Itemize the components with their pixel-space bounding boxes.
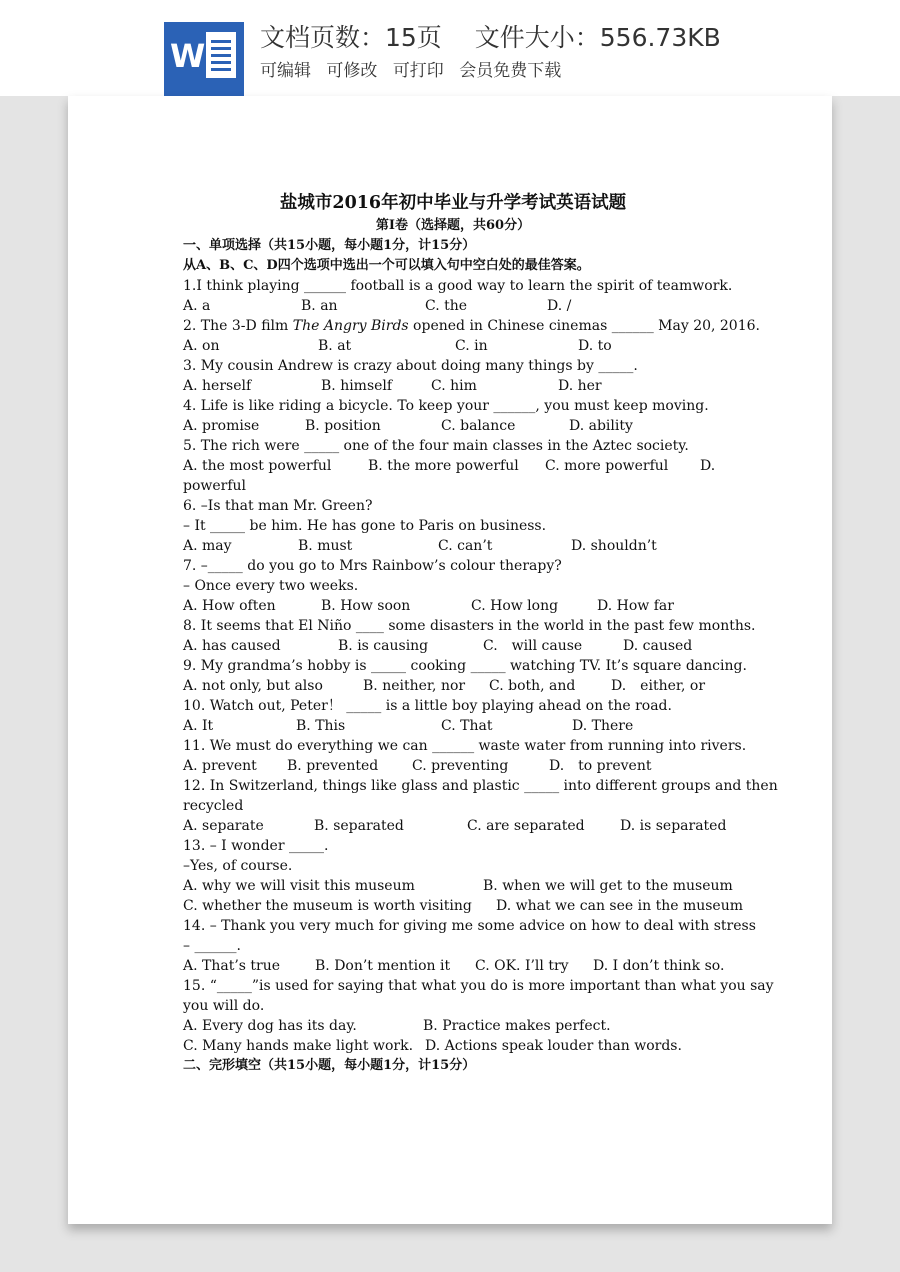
answer-option: B. How soon bbox=[321, 598, 411, 614]
answer-options bbox=[183, 296, 723, 316]
answer-option: C. OK. I’ll try bbox=[475, 958, 569, 974]
question-text: 5. The rich were _____ one of the four main classes in the Aztec society. bbox=[183, 438, 689, 454]
answer-options bbox=[183, 376, 723, 396]
answer-option: A. That’s true bbox=[183, 958, 281, 974]
answer-options bbox=[183, 816, 727, 836]
question-text: – It _____ be him. He has gone to Paris on business. bbox=[183, 518, 547, 534]
exam-subtitle: 第Ⅰ卷（选择题，共60分） bbox=[375, 218, 531, 233]
question-text: you will do. bbox=[183, 998, 265, 1014]
answer-option: B. must bbox=[298, 538, 353, 554]
answer-option: D. Actions speak louder than words. bbox=[425, 1038, 682, 1054]
question-text: 6. –Is that man Mr. Green? bbox=[183, 498, 373, 514]
answer-option: D. her bbox=[558, 378, 602, 394]
answer-option: B. himself bbox=[321, 378, 393, 394]
question-text: recycled bbox=[183, 798, 244, 814]
section-1-heading: 一、单项选择（共15小题，每小题1分，计15分） bbox=[183, 238, 476, 253]
question-text: 14. – Thank you very much for giving me some advice on how to deal with stress bbox=[183, 918, 756, 934]
exam-title: 盐城市2016年初中毕业与升学考试英语试题 bbox=[279, 193, 627, 213]
answer-option: D. shouldn’t bbox=[571, 538, 657, 554]
question-text: 13. – I wonder _____. bbox=[183, 838, 329, 854]
answer-option: A. has caused bbox=[183, 638, 281, 654]
question-text: 15. “_____”is used for saying that what you do is more important than what you say bbox=[183, 978, 774, 994]
answer-option: C. How long bbox=[471, 598, 559, 614]
answer-option: A. It bbox=[183, 718, 214, 734]
word-document-icon bbox=[164, 22, 244, 96]
question-text: 7. –_____ do you go to Mrs Rainbow’s colour therapy? bbox=[183, 558, 562, 574]
answer-option: C. in bbox=[455, 338, 488, 354]
answer-option: A. prevent bbox=[183, 758, 257, 774]
answer-options bbox=[183, 636, 723, 656]
answer-option: D. to bbox=[578, 338, 612, 354]
answer-option: C. the bbox=[425, 298, 468, 314]
question-list bbox=[183, 276, 778, 1056]
answer-option: B. position bbox=[305, 418, 381, 434]
question-text: powerful bbox=[183, 478, 247, 494]
answer-option: C. him bbox=[431, 378, 477, 394]
question-text: – ______. bbox=[183, 938, 241, 954]
answer-option: D. is separated bbox=[620, 818, 727, 834]
answer-option: D. / bbox=[547, 298, 572, 314]
answer-option: D. There bbox=[572, 718, 634, 734]
answer-option: B. This bbox=[296, 718, 346, 734]
answer-option: D. I don’t think so. bbox=[593, 958, 725, 974]
question-text: 2. The 3-D film The Angry Birds opened in Chinese cinemas ______ May 20, 2016. bbox=[183, 318, 760, 334]
answer-options bbox=[183, 456, 723, 476]
question-text: 4. Life is like riding a bicycle. To keep your ______, you must keep moving. bbox=[183, 398, 709, 414]
answer-option: B. when we will get to the museum bbox=[483, 878, 733, 894]
film-title: The Angry Birds bbox=[292, 318, 409, 334]
answer-option: A. on bbox=[183, 338, 220, 354]
feature-editable: 可编辑 bbox=[260, 61, 311, 81]
answer-option: D. to prevent bbox=[549, 758, 652, 774]
question-text: –Yes, of course. bbox=[183, 858, 293, 874]
section-2-heading: 二、完形填空（共15小题，每小题1分，计15分） bbox=[183, 1058, 476, 1073]
answer-options bbox=[183, 756, 723, 776]
answer-options bbox=[183, 716, 723, 736]
answer-option: D. caused bbox=[623, 638, 693, 654]
document-content bbox=[183, 190, 778, 1076]
answer-option: A. why we will visit this museum bbox=[183, 878, 415, 894]
answer-options bbox=[183, 876, 733, 896]
question-text: 3. My cousin Andrew is crazy about doing many things by _____. bbox=[183, 358, 638, 374]
answer-option: B. separated bbox=[314, 818, 404, 834]
file-features bbox=[260, 56, 571, 81]
question-text: 12. In Switzerland, things like glass and plastic _____ into different groups and then bbox=[183, 778, 778, 794]
answer-option: C. whether the museum is worth visiting bbox=[183, 898, 472, 914]
word-icon-letter: W bbox=[170, 37, 206, 75]
answer-option: A. herself bbox=[183, 378, 252, 394]
word-icon-page bbox=[206, 32, 236, 78]
answer-option: B. an bbox=[301, 298, 338, 314]
answer-option: D. either, or bbox=[611, 678, 706, 694]
answer-option: C. Many hands make light work. bbox=[183, 1038, 414, 1054]
answer-options bbox=[183, 1036, 723, 1056]
question-text: 8. It seems that El Niño ____ some disasters in the world in the past few months. bbox=[183, 618, 756, 634]
question-text: 9. My grandma’s hobby is _____ cooking _____ watching TV. It’s square dancing. bbox=[183, 658, 747, 674]
answer-option: A. Every dog has its day. bbox=[183, 1018, 357, 1034]
answer-option: B. prevented bbox=[287, 758, 379, 774]
answer-option: C. both, and bbox=[489, 678, 576, 694]
answer-option: C. That bbox=[441, 718, 493, 734]
feature-modifiable: 可修改 bbox=[326, 61, 378, 81]
answer-option: A. may bbox=[183, 538, 232, 554]
answer-option: C. can’t bbox=[438, 538, 493, 554]
question-text: 1.I think playing ______ football is a good way to learn the spirit of teamwork. bbox=[183, 278, 733, 294]
answer-option: A. not only, but also bbox=[183, 678, 323, 694]
answer-option: D. How far bbox=[597, 598, 674, 614]
answer-options bbox=[183, 336, 723, 356]
section-1-instruction: 从A、B、C、D四个选项中选出一个可以填入句中空白处的最佳答案。 bbox=[183, 258, 590, 273]
question-text: – Once every two weeks. bbox=[183, 578, 359, 594]
answer-options bbox=[183, 676, 723, 696]
answer-option: A. separate bbox=[183, 818, 264, 834]
file-info-title: 文档页数：15页 文件大小：556.73KB bbox=[260, 23, 721, 52]
answer-option: B. the more powerful bbox=[368, 458, 519, 474]
question-text: 10. Watch out, Peter！ _____ is a little boy playing ahead on the road. bbox=[183, 698, 672, 714]
answer-option: C. will cause bbox=[483, 638, 583, 654]
answer-options bbox=[183, 596, 723, 616]
answer-option: A. promise bbox=[183, 418, 260, 434]
answer-option: B. neither, nor bbox=[363, 678, 466, 694]
answer-option: A. the most powerful bbox=[183, 458, 332, 474]
answer-option: A. How often bbox=[183, 598, 276, 614]
answer-option: B. is causing bbox=[338, 638, 429, 654]
answer-option: B. Don’t mention it bbox=[315, 958, 451, 974]
answer-option: C. balance bbox=[441, 418, 516, 434]
answer-option: C. are separated bbox=[467, 818, 585, 834]
answer-option: A. a bbox=[183, 298, 211, 314]
answer-option: B. Practice makes perfect. bbox=[423, 1018, 611, 1034]
feature-printable: 可打印 bbox=[392, 61, 444, 81]
answer-options bbox=[183, 896, 744, 916]
feature-member-download[interactable]: 会员免费下载 bbox=[459, 61, 562, 81]
answer-option: B. at bbox=[318, 338, 352, 354]
answer-option: C. preventing bbox=[412, 758, 509, 774]
answer-options bbox=[183, 1016, 723, 1036]
answer-option: D. ability bbox=[569, 418, 633, 434]
answer-option: C. more powerful bbox=[545, 458, 669, 474]
question-text: 11. We must do everything we can ______ waste water from running into rivers. bbox=[183, 738, 747, 754]
answer-option: D. bbox=[700, 458, 716, 474]
answer-options bbox=[183, 536, 723, 556]
answer-options bbox=[183, 956, 723, 976]
answer-options bbox=[183, 416, 723, 436]
answer-option: D. what we can see in the museum bbox=[496, 898, 744, 914]
download-header bbox=[0, 0, 900, 96]
